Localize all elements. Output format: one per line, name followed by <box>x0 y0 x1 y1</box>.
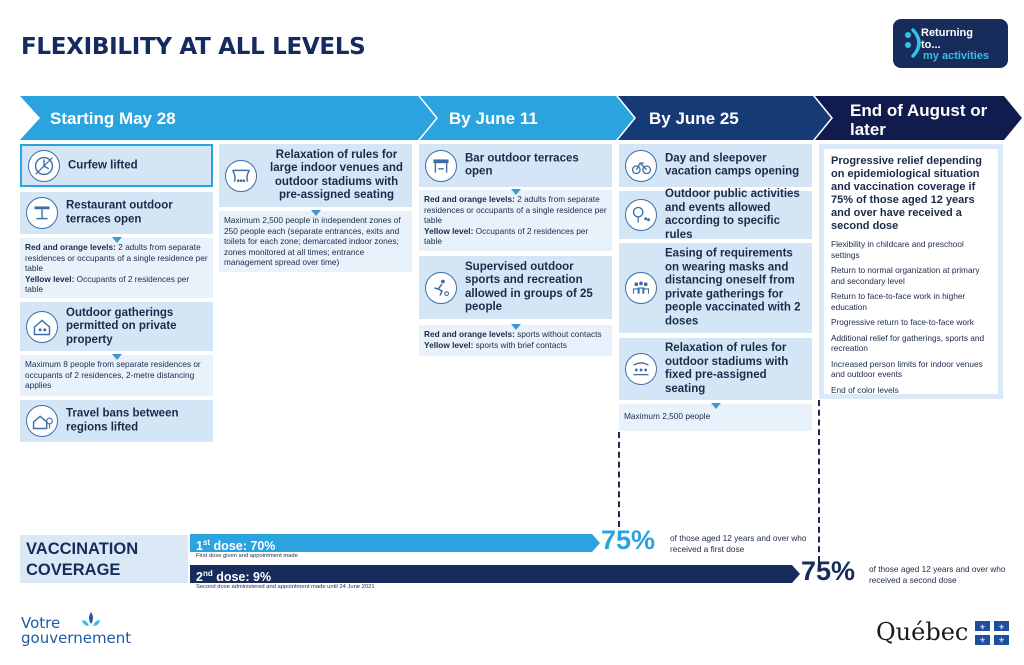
card-bar <box>419 144 612 187</box>
bar-red-label: Red and orange levels: <box>424 194 515 204</box>
bar-yellow-text: Occupants of 2 residences per table <box>424 225 589 247</box>
venues-text: Relaxation of rules for large indoor venues and outdoor stadiums with pre-assigned seating <box>270 148 403 201</box>
card-stadiums <box>619 338 812 400</box>
badge-line1: Returning <box>921 27 973 39</box>
fleur-mark-icon <box>78 610 104 630</box>
clock-icon <box>28 150 60 182</box>
vaccination-label-line1: VACCINATION <box>26 540 139 558</box>
card-restaurant <box>20 192 213 234</box>
masks-text: Easing of requirements on wearing masks and distancing oneself from private gatherings for people vaccinated with 2 doses <box>665 247 801 327</box>
card-camps <box>619 144 812 187</box>
august-item: Flexibility in childcare and preschool settings <box>831 239 964 260</box>
bar-note <box>419 190 612 251</box>
stadiums-text: Relaxation of rules for outdoor stadiums with fixed pre-assigned seating <box>665 342 789 395</box>
phase-august-label: End of August or later <box>850 101 988 139</box>
dose1-prefix: 1 <box>196 539 203 554</box>
sports-yellow-label: Yellow level: <box>424 339 474 350</box>
restaurant-yellow-label: Yellow level: <box>25 273 75 284</box>
august-inner <box>824 149 998 394</box>
dose2-sup: nd <box>202 569 213 578</box>
travel-text: Travel bans between regions lifted <box>66 407 179 433</box>
dose1-target-note: of those aged 12 years and over who received a first dose <box>670 533 807 554</box>
quebec-flag-icon <box>975 621 1009 645</box>
sports-note <box>419 325 612 356</box>
venues-note: Maximum 2,500 people in independent zones of 250 people each (separate entrances, exits and toilets for each zone; demarcated indoor zones; zones monitored at all times; entrance management spread over time) <box>219 211 412 272</box>
card-events <box>619 188 812 241</box>
dose1-sup: st <box>202 538 211 547</box>
restaurant-yellow-text: Occupants of 2 residences per table <box>25 273 190 295</box>
card-gatherings <box>20 302 213 351</box>
dose1-bar-label <box>190 534 275 555</box>
august-item: Return to face-to-face work in higher education <box>831 291 966 312</box>
august-heading: Progressive relief depending on epidemiological situation and vaccination coverage if 75% of those aged 12 years and over have received a second dose <box>831 155 982 232</box>
badge-line2: to... <box>921 39 941 51</box>
house-people-icon <box>26 311 58 343</box>
dose2-target-note: of those aged 12 years and over who received a second dose <box>869 564 1006 585</box>
august-item: Additional relief for gatherings, sports and recreation <box>831 332 985 353</box>
dose2-bar-shape <box>190 565 800 583</box>
dashed-connector-june25 <box>618 432 620 527</box>
dose2-bar-label <box>190 565 271 586</box>
dose1-target: 75% <box>601 525 656 555</box>
dose2-text: dose: 9% <box>212 570 272 585</box>
badge-line3: my activities <box>923 50 990 62</box>
phase-june11-label: By June 11 <box>449 109 538 128</box>
phase-june25-label: By June 25 <box>649 109 739 128</box>
restaurant-red-text: 2 adults from separate residences or occupants of a single residence per table <box>25 242 208 274</box>
dashed-connector-august <box>818 400 820 562</box>
restaurant-red-label: Red and orange levels: <box>25 242 116 252</box>
card-curfew <box>20 144 213 187</box>
gatherings-note: Maximum 8 people from separate residences or occupants of 2 residences, 2-metre distancing applies <box>20 355 213 396</box>
awning-icon <box>425 150 457 182</box>
group-icon <box>625 272 657 304</box>
dose2-prefix: 2 <box>196 570 203 585</box>
curfew-text: Curfew lifted <box>68 158 138 171</box>
phase-may28-label: Starting May 28 <box>50 109 176 128</box>
dose2-target: 75% <box>801 556 856 586</box>
svg-text:⚜: ⚜ <box>979 623 986 632</box>
vaccination-label-line2: COVERAGE <box>26 561 121 579</box>
events-text: Outdoor public activities and events allowed according to specific rules <box>665 188 800 241</box>
sports-yellow-text: sports with brief contacts <box>473 339 567 350</box>
vaccination-label <box>20 535 188 583</box>
sports-red-label: Red and orange levels: <box>424 329 515 339</box>
svg-text:⚜: ⚜ <box>998 636 1005 645</box>
running-icon <box>425 272 457 304</box>
gouvernement-line: gouvernement <box>21 629 132 647</box>
table-icon <box>26 197 58 229</box>
bicycle-icon <box>625 150 657 182</box>
votre-gouvernement-logo <box>21 616 131 646</box>
august-item: Increased person limits for indoor venues and outdoor events <box>831 358 983 379</box>
tree-people-icon <box>625 199 657 231</box>
stadium-icon <box>625 353 657 385</box>
house-tree-icon <box>26 405 58 437</box>
camps-text: Day and sleepover vacation camps opening <box>665 152 800 178</box>
sports-red-text: sports without contacts <box>514 329 602 339</box>
stage-icon <box>225 160 257 192</box>
svg-text:⚜: ⚜ <box>998 623 1005 632</box>
stadiums-note: Maximum 2,500 people <box>619 404 812 431</box>
card-masks <box>619 243 812 333</box>
dose1-text: dose: 70% <box>210 539 276 554</box>
svg-text:⚜: ⚜ <box>979 636 986 645</box>
restaurant-text: Restaurant outdoor terraces open <box>66 199 173 225</box>
votre-line: Votre <box>21 614 61 632</box>
dose1-sub: First dose given and appointment made <box>196 553 298 559</box>
restaurant-note <box>20 238 213 298</box>
card-venues <box>219 144 412 207</box>
bar-red-text: 2 adults from separate residences or occupants of a single residence per table <box>424 194 607 226</box>
card-travel <box>20 400 213 442</box>
page-title: FLEXIBILITY AT ALL LEVELS <box>21 34 366 60</box>
sports-text: Supervised outdoor sports and recreation allowed in groups of 25 people <box>465 260 593 313</box>
card-sports <box>419 256 612 319</box>
august-panel <box>819 144 1003 399</box>
august-item: Progressive return to face-to-face work <box>831 317 974 327</box>
dose2-sub: Second dose administered and appointment made until 24 June 2021 <box>196 584 375 590</box>
august-item: Return to normal organization at primary and secondary level <box>831 265 980 286</box>
bar-yellow-label: Yellow level: <box>424 225 474 236</box>
quebec-wordmark: Québec <box>876 618 969 646</box>
gatherings-text: Outdoor gatherings permitted on private property <box>66 306 177 346</box>
bar-text: Bar outdoor terraces open <box>465 152 579 178</box>
august-item: End of color levels <box>831 384 899 395</box>
